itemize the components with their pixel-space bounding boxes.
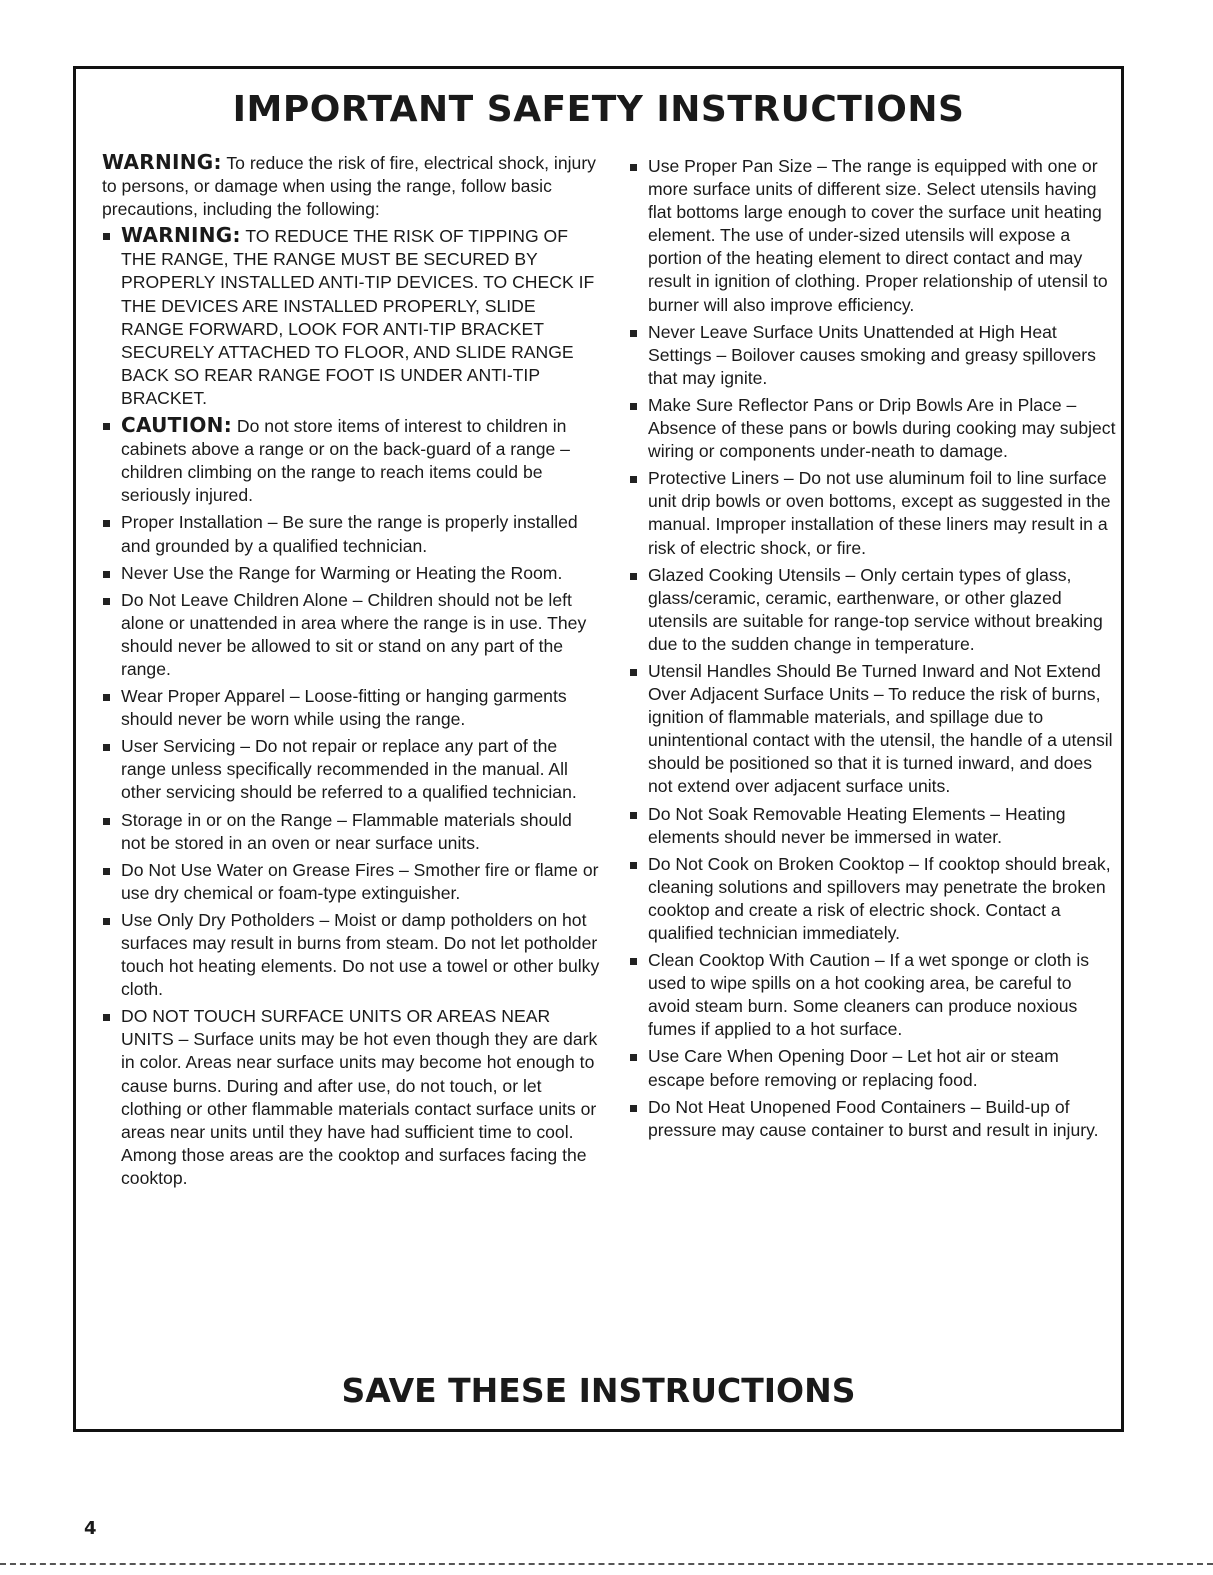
instruction-item <box>102 859 600 905</box>
square-bullet-icon <box>630 958 637 965</box>
instruction-text: Do Not Cook on Broken Cooktop – If cooktop should break, cleaning solutions and spillovers may penetrate the broken cooktop and create a risk of electric shock. Contact a qualified technician immediately. <box>648 853 1111 943</box>
square-bullet-icon <box>630 476 637 483</box>
instruction-text: Storage in or on the Range – Flammable materials should not be stored in an oven or near surface units. <box>121 809 572 853</box>
square-bullet-icon <box>630 812 637 819</box>
square-bullet-icon <box>103 571 110 578</box>
instruction-item <box>102 589 600 681</box>
instruction-item <box>102 414 600 507</box>
instruction-item <box>629 660 1117 799</box>
instruction-text: Glazed Cooking Utensils – Only certain types of glass, glass/ceramic, ceramic, earthenware, or other glazed utensils are suitable for range-top service without breaking due to the sudden change in temperature. <box>648 564 1103 654</box>
square-bullet-icon <box>103 423 110 430</box>
intro-warning-label: WARNING: <box>102 150 222 174</box>
instruction-item <box>629 564 1117 656</box>
square-bullet-icon <box>103 818 110 825</box>
square-bullet-icon <box>103 233 110 240</box>
right-column <box>629 155 1117 1146</box>
bottom-divider <box>0 1563 1213 1565</box>
instruction-text: Wear Proper Apparel – Loose-fitting or hanging garments should never be worn while using the range. <box>121 686 567 730</box>
intro-text: To reduce the risk of fire, electrical shock, injury to persons, or damage when using the range, follow basic precautions, including the following: <box>102 153 596 220</box>
square-bullet-icon <box>630 164 637 171</box>
instruction-text: Proper Installation – Be sure the range is properly installed and grounded by a qualified technician. <box>121 512 578 556</box>
instruction-label: WARNING: <box>121 223 241 248</box>
instruction-text: Do Not Soak Removable Heating Elements – Heating elements should never be immersed in water. <box>648 803 1066 847</box>
square-bullet-icon <box>103 744 110 751</box>
instruction-text: Use Proper Pan Size – The range is equipped with one or more surface units of different size. Select utensils having flat bottoms large enough to cover the surface unit heating element. The use of under-sized utensils will expose a portion of the heating element to direct contact and may result in ignition of clothing. Proper relationship of utensil to burner will also improve efficiency. <box>648 156 1108 315</box>
square-bullet-icon <box>630 573 637 580</box>
instruction-item <box>102 562 600 585</box>
instruction-item <box>102 1005 600 1190</box>
instruction-text: Do Not Use Water on Grease Fires – Smother fire or flame or use dry chemical or foam-type extinguisher. <box>121 859 599 903</box>
square-bullet-icon <box>103 1014 110 1021</box>
instruction-text: Make Sure Reflector Pans or Drip Bowls Are in Place – Absence of these pans or bowls during cooking may subject wiring or components under-neath to damage. <box>648 394 1116 462</box>
left-instruction-list <box>102 224 600 1190</box>
instruction-item <box>629 949 1117 1041</box>
instruction-text: TO REDUCE THE RISK OF TIPPING OF THE RANGE, THE RANGE MUST BE SECURED BY PROPERLY INSTALLED ANTI-TIP DEVICES. TO CHECK IF THE DEVICES ARE INSTALLED PROPERLY, SLIDE RANGE FORWARD, LOOK FOR ANTI-TIP BRACKET SECURELY ATTACHED TO FLOOR, AND SLIDE RANGE BACK SO REAR RANGE FOOT IS UNDER ANTI-TIP BRACKET. <box>121 226 595 408</box>
safety-instructions-box <box>73 66 1124 1432</box>
square-bullet-icon <box>630 862 637 869</box>
page-number: 4 <box>84 1518 97 1539</box>
instruction-item <box>629 467 1117 559</box>
instruction-text: User Servicing – Do not repair or replace any part of the range unless specifically recommended in the manual. All other servicing should be referred to a qualified technician. <box>121 736 577 803</box>
square-bullet-icon <box>103 868 110 875</box>
square-bullet-icon <box>630 1105 637 1112</box>
intro-paragraph <box>102 151 600 221</box>
instruction-item <box>102 735 600 804</box>
square-bullet-icon <box>630 330 637 337</box>
right-instruction-list <box>629 155 1117 1142</box>
instruction-text: Use Only Dry Potholders – Moist or damp potholders on hot surfaces may result in burns from steam. Do not let potholder touch hot heating elements. Do not use a towel or other bulky cloth. <box>121 909 600 1000</box>
instruction-item <box>102 685 600 731</box>
instruction-item <box>629 1096 1117 1142</box>
instruction-item <box>102 224 600 410</box>
instruction-item <box>629 853 1117 945</box>
page-title: IMPORTANT SAFETY INSTRUCTIONS <box>232 89 965 130</box>
instruction-text: Do not store items of interest to children in cabinets above a range or on the back-guard of a range – children climbing on the range to reach items could be seriously injured. <box>121 416 570 506</box>
left-column <box>102 151 600 1194</box>
instruction-text: Use Care When Opening Door – Let hot air or steam escape before removing or replacing food. <box>648 1046 1059 1090</box>
square-bullet-icon <box>103 520 110 527</box>
square-bullet-icon <box>103 694 110 701</box>
instruction-item <box>629 155 1117 317</box>
instruction-item <box>629 1045 1117 1091</box>
instruction-text: Do Not Heat Unopened Food Containers – Build-up of pressure may cause container to burst and result in injury. <box>648 1096 1099 1140</box>
instruction-text: DO NOT TOUCH SURFACE UNITS OR AREAS NEAR UNITS – Surface units may be hot even though they are dark in color. Areas near surface units may become hot enough to cause burns. During and after use, do not touch, or let clothing or other flammable materials contact surface units or areas near units until they have had sufficient time to cool. Among those areas are the cooktop and surfaces facing the cooktop. <box>121 1006 598 1188</box>
instruction-item <box>629 321 1117 390</box>
square-bullet-icon <box>103 918 110 925</box>
instruction-item <box>102 511 600 557</box>
square-bullet-icon <box>630 1054 637 1061</box>
save-instructions-heading: SAVE THESE INSTRUCTIONS <box>341 1371 856 1410</box>
instruction-item <box>629 394 1117 463</box>
instruction-text: Utensil Handles Should Be Turned Inward and Not Extend Over Adjacent Surface Units – To reduce the risk of burns, ignition of flammable materials, and spillage due to unintentional contact with the utensil, the handle of a utensil should be positioned so that it is turned inward, and does not extend over adjacent surface units. <box>648 660 1113 797</box>
square-bullet-icon <box>630 403 637 410</box>
instruction-text: Never Use the Range for Warming or Heating the Room. <box>121 562 563 583</box>
instruction-item <box>629 803 1117 849</box>
instruction-item <box>102 809 600 855</box>
instruction-text: Never Leave Surface Units Unattended at High Heat Settings – Boilover causes smoking and greasy spillovers that may ignite. <box>648 321 1096 388</box>
instruction-label: CAUTION: <box>121 413 233 438</box>
square-bullet-icon <box>630 669 637 676</box>
square-bullet-icon <box>103 598 110 605</box>
instruction-text: Do Not Leave Children Alone – Children should not be left alone or unattended in area where the range is in use. They should never be allowed to sit or stand on any part of the range. <box>121 589 587 679</box>
instruction-text: Clean Cooktop With Caution – If a wet sponge or cloth is used to wipe spills on a hot cooking area, be careful to avoid steam burn. Some cleaners can produce noxious fumes if applied to a hot surface. <box>648 950 1090 1040</box>
instruction-item <box>102 909 600 1001</box>
instruction-text: Protective Liners – Do not use aluminum foil to line surface unit drip bowls or oven bottoms, except as suggested in the manual. Improper installation of these liners may result in a risk of electric shock, or fire. <box>648 468 1111 558</box>
